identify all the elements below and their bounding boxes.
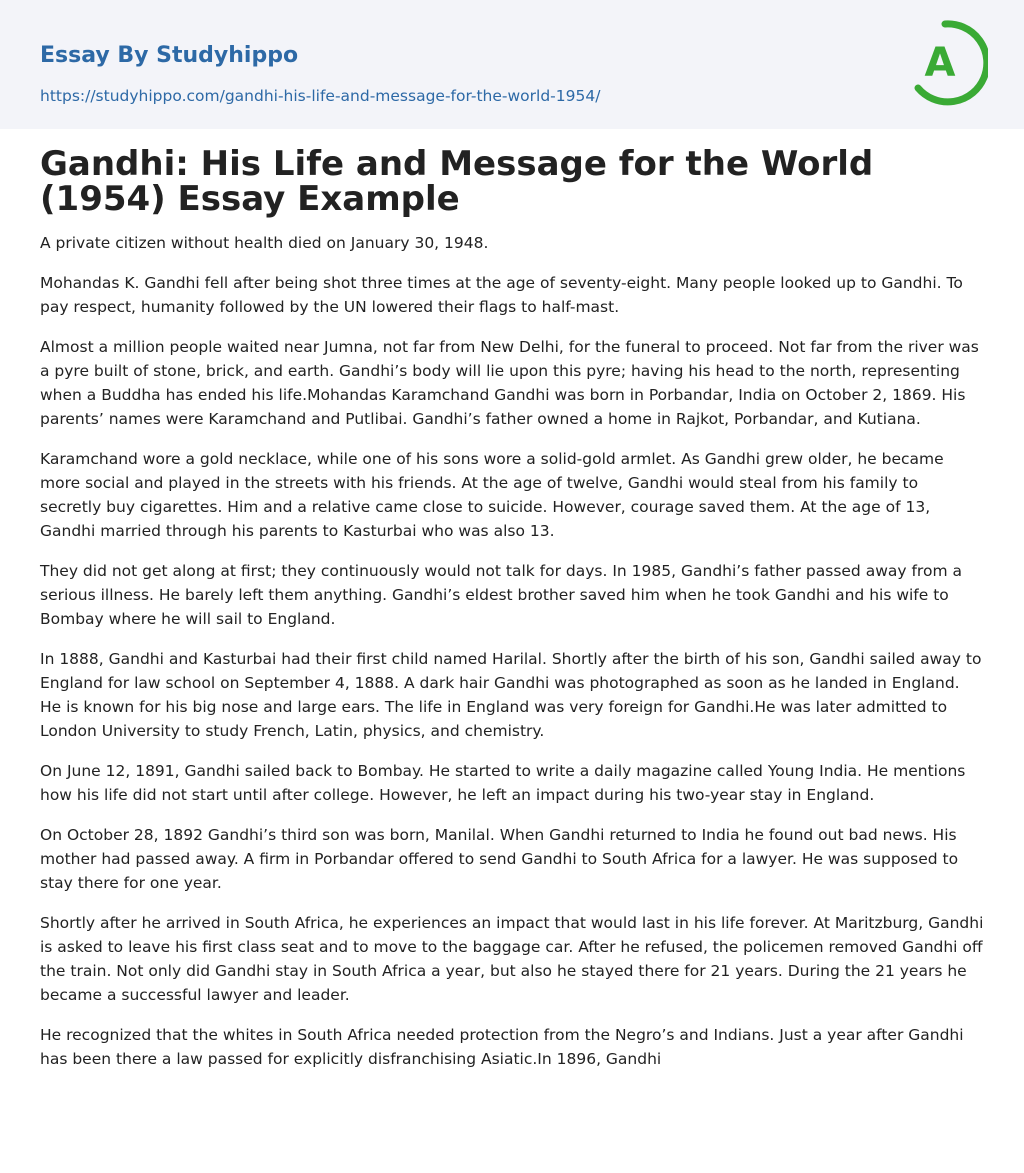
essay-paragraph: On October 28, 1892 Gandhi’s third son was born, Manilal. When Gandhi returned to India he found out bad news. His mother had passed away. A firm in Porbandar offered to send Gandhi to South Africa for a lawyer. He was supposed to stay there for one year. [40,826,959,892]
essay-paragraph: In 1888, Gandhi and Kasturbai had their first child named Harilal. Shortly after the birth of his son, Gandhi sailed away to England for law school on September 4, 1888. A dark hair Gandhi was photographed as soon as he landed in England. He is known for his big nose and large ears. The life in England was very foreign for Gandhi.He was later admitted to London University to study French, Latin, physics, and chemistry. [40,650,982,740]
essay-paragraph: A private citizen without health died on January 30, 1948. [40,234,489,252]
essay-paragraph: On June 12, 1891, Gandhi sailed back to Bombay. He started to write a daily magazine called Young India. He mentions how his life did not start until after college. However, he left an impact during his two-year stay in England. [40,762,966,804]
essay-body [40,231,984,1071]
studyhippo-logo-icon[interactable] [910,18,988,106]
essay-title: Gandhi: His Life and Message for the World (1954) Essay Example [40,144,874,219]
essay-paragraph: Mohandas K. Gandhi fell after being shot three times at the age of seventy-eight. Many people looked up to Gandhi. To pay respect, humanity followed by the UN lowered their flags to half-mast. [40,274,963,316]
essay-paragraph: Almost a million people waited near Jumna, not far from New Delhi, for the funeral to proceed. Not far from the river was a pyre built of stone, brick, and earth. Gandhi’s body will lie upon this pyre; having his head to the north, representing when a Buddha has ended his life.Mohandas Karamchand Gandhi was born in Porbandar, India on October 2, 1869. His parents’ names were Karamchand and Putlibai. Gandhi’s father owned a home in Rajkot, Porbandar, and Kutiana. [40,338,979,428]
logo-letter: A [924,40,956,86]
essay-paragraph: He recognized that the whites in South Africa needed protection from the Negro’s and Indians. Just a year after Gandhi has been there a law passed for explicitly disfranchising Asiatic.In 1896, Gandhi [40,1026,964,1068]
essay-paragraph: They did not get along at first; they continuously would not talk for days. In 1985, Gandhi’s father passed away from a serious illness. He barely left them anything. Gandhi’s eldest brother saved him when he took Gandhi and his wife to Bombay where he will sail to England. [40,562,962,628]
essay-paragraph: Karamchand wore a gold necklace, while one of his sons wore a solid-gold armlet. As Gandhi grew older, he became more social and played in the streets with his friends. At the age of twelve, Gandhi would steal from his family to secretly buy cigarettes. Him and a relative came close to suicide. However, courage saved them. At the age of 13, Gandhi married through his parents to Kasturbai who was also 13. [40,450,944,540]
site-brand[interactable]: Essay By Studyhippo [40,43,299,68]
essay-paragraph: Shortly after he arrived in South Africa, he experiences an impact that would last in his life forever. At Maritzburg, Gandhi is asked to leave his first class seat and to move to the baggage car. After he refused, the policemen removed Gandhi off the train. Not only did Gandhi stay in South Africa a year, but also he stayed there for 21 years. During the 21 years he became a successful lawyer and leader. [40,914,984,1004]
essay-url-link[interactable]: https://studyhippo.com/gandhi-his-life-and-message-for-the-world-1954/ [40,87,601,105]
site-header [0,0,1024,129]
essay-article [0,129,1024,1071]
